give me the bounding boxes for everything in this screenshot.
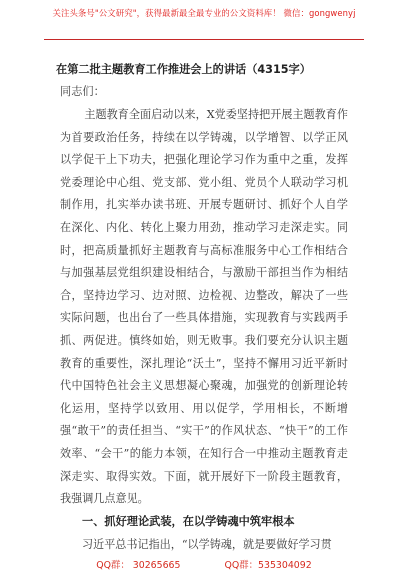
footer-contact	[0, 560, 408, 572]
salutation: 同志们：	[60, 85, 105, 98]
body-paragraph: 主题教育全面启动以来，X党委坚持把开展主题教育作为首要政治任务，持续在以学铸魂，以学增智、以学正风以学促干上下功夫，把强化理论学习作为重中之重，发挥党委理论中心组、党支部、党小组、党员个人联动学习机制作用，扎实举办读书班、开展专题研讨、抓好个人自学在深化、内化、转化上聚力用劲，推动学习走深走实。同时，把高质量抓好主题教育与高标准服务中心工作相结合与加强基层党组织建设相结合，与激励干部担当作为相结合，坚持边学习、边对照、边检视、边整改，解决了一些实际问题，也出台了一些具体措施，实现教育与实践两手抓、两促进。慎终如始，则无败事。我们要充分认识主题教育的重要性，深扎理论“沃土”，坚持不懈用习近平新时代中国特色社会主义思想凝心聚魂，加强党的创新理论转化运用，坚持学以致用、用以促学，学用相长，不断增强“敢干”的责任担当、“实干”的作风状态、“快干”的工作效率、“会干”的能力本领，在知行合一中推动主题教育走深走实、取得实效。下面，就开展好下一阶段主题教育，我强调几点意见。	[60, 108, 348, 506]
header-divider	[44, 39, 364, 40]
section-first-line: 习近平总书记指出，“以学铸魂，就是要做好学习贯	[82, 538, 332, 551]
promo-banner: 关注头条号"公文研究"，获得最新最全最专业的公文资料库！ 微信：gongwenyj	[52, 8, 356, 18]
qq-group-2: QQ群：535304092	[224, 560, 312, 571]
section-heading: 一、抓好理论武装，在以学铸魂中筑牢根本	[82, 515, 295, 528]
qq-group-1: QQ群： 30265665	[96, 560, 181, 571]
document-title: 在第二批主题教育工作推进会上的讲话（4315字）	[56, 63, 311, 76]
